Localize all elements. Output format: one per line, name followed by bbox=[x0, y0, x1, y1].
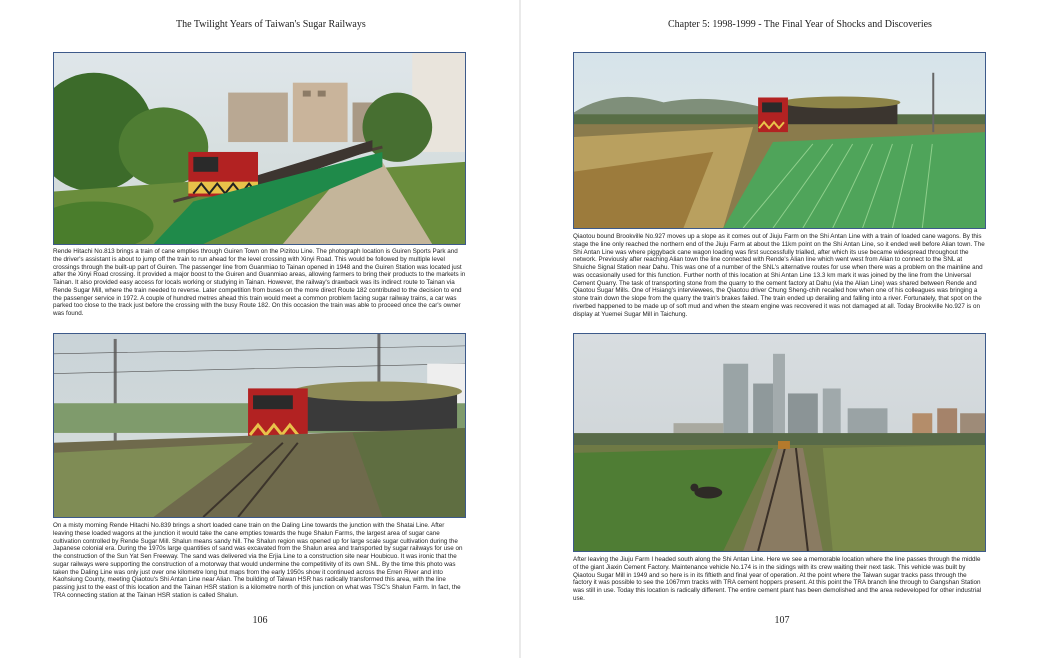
guiren-train-illustration bbox=[54, 53, 465, 244]
photo-daling-train bbox=[53, 333, 466, 518]
daling-train-illustration bbox=[54, 334, 465, 517]
right-top-caption: Qiaotou bound Brookville No.927 moves up a slope as it comes out of Jiuju Farm on the Shi Antan Line with a train of loaded cane wagons. By this stage the line only reached the northern end of the Jiuju Farm at about the 11km point on the Shi Antan Line, so it ended well before Alian town. The Shi Antan Line was where piggyback cane wagon loading was first successfully trialled, after which its use became widespread throughout the network. Previously after reaching Alian town the line connected with Rende's Alian line which went west from Alian to connect to the SNL at Shuiche Signal Station near Dahu. This was one of a number of the SNL's alternative routes for use when there was a problem on the mainline and was occasionally used for this function. Further north of this location at Shi Antan Line 13.3 km mark it was joined by the line from the Universal Cement Quarry. The task of transporting stone from the quarry to the cement factory at Dahu (via the Alian Line) was shared between Rende and Qiaotou Sugar Mills. One of Hsiang's interviewees, the Qiaotou driver Chung Sheng-chih recalled how when one of his colleagues was bringing a stone train down the slope from the quarry the train's brakes failed. The train ended up derailing and falling into a river. Fortunately, that spot on the riverbed happened to be made up of soft mud and when the steam engine was recovered it was not damaged at all. Today Brookville No.927 is on display at Yuemei Sugar Mill in Taichung. bbox=[573, 233, 985, 318]
left-top-caption: Rende Hitachi No.813 brings a train of cane empties through Guiren Town on the Pizitou Line. The photograph location is Guiren Sports Park and the driver's assistant is about to jump off the train to run ahead for the level crossing with Xinyi Road. This would be followed by multiple level crossings through the built-up part of Guiren. The passenger line from Guanmiao to Tainan opened in 1948 and the Guiren Station was located just after the Xinyi Road crossing. It provided a major boost to the Guiren and Guanmiao areas, allowing farmers to bring their products to the markets in Tainan. It also provided easy access for locals working or studying in Tainan. However, the railway's drawback was its indirect route to Tainan via Rende Sugar Mill, where the train needed to reverse. Later competition from buses on the more direct Route 182 contributed to the decision to end the passenger service in 1972. A couple of hundred metres ahead this train would meet a common problem facing sugar railway trains, a car was parked too close to the track just before the crossing with the busy Route 182. On this occasion the train was able to proceed once the car's owner was found. bbox=[53, 248, 466, 317]
brookville-train-illustration bbox=[574, 53, 985, 228]
left-bottom-caption: On a misty morning Rende Hitachi No.839 brings a short loaded cane train on the Daling Line towards the junction with the Shatai Line. After leaving these loaded wagons at the junction it would take the cane empties towards the huge Shalun Farms, the largest area of sugar cane cultivation controlled by Rende Sugar Mill. Shalun means sandy hill. The Shalun region was opened up for large scale sugar cultivation during the Japanese colonial era. During the 1970s large quantities of sand was excavated from the Shalun area and transported by sugar railways for use on the construction of the Sun Yat Sen Freeway. The sand was delivered via the Erjia Line to a construction site near Houbicuo. It was ironic that the sugar railways were supporting the construction of a motorway that would undermine the competitivity of its own SNL. By the time this photo was taken the Daling Line was only just over one kilometre long but maps from the early 1950s show it continued across the Erren River and into Kaohsiung County, meeting Qiaotou's Shi Antan Line near Alian. The building of Taiwan HSR has radically transformed this area, with the line passing just to the east of this location and the Tainan HSR station is a kilometre north of this junction on what was TSC's Shalun Farm. In fact, the TRA connecting station at the Tainan HSR station is called Shalun. bbox=[53, 522, 463, 599]
left-running-head: The Twilight Years of Taiwan's Sugar Railways bbox=[176, 19, 366, 30]
right-page-number: 107 bbox=[774, 615, 790, 626]
photo-guiren-train bbox=[53, 52, 466, 245]
cement-factory-illustration bbox=[574, 334, 985, 551]
photo-cement-factory bbox=[573, 333, 986, 552]
right-bottom-caption: After leaving the Jiuju Farm I headed south along the Shi Antan Line. Here we see a memorable location where the line passes through the middle of the giant Jiaxin Cement Factory. Maintenance vehicle No.174 is in the sidings with its crew waiting their next task. This vehicle was built by Qiaotou Sugar Mill in 1949 and so here is in its fiftieth and final year of operation. At the point where the Taiwan sugar tracks pass through the factory it was possible to see the 1067mm tracks with TRA cement hoppers present. At this point the TRA branch line through to Gangshan Station was still in use. Today this location is radically different. The entire cement plant has been demolished and the area redeveloped for other industrial use. bbox=[573, 556, 982, 602]
photo-brookville-train bbox=[573, 52, 986, 229]
left-page-number: 106 bbox=[252, 615, 268, 626]
right-running-head: Chapter 5: 1998-1999 - The Final Year of Shocks and Discoveries bbox=[668, 19, 932, 30]
gutter-shadow bbox=[519, 0, 521, 658]
